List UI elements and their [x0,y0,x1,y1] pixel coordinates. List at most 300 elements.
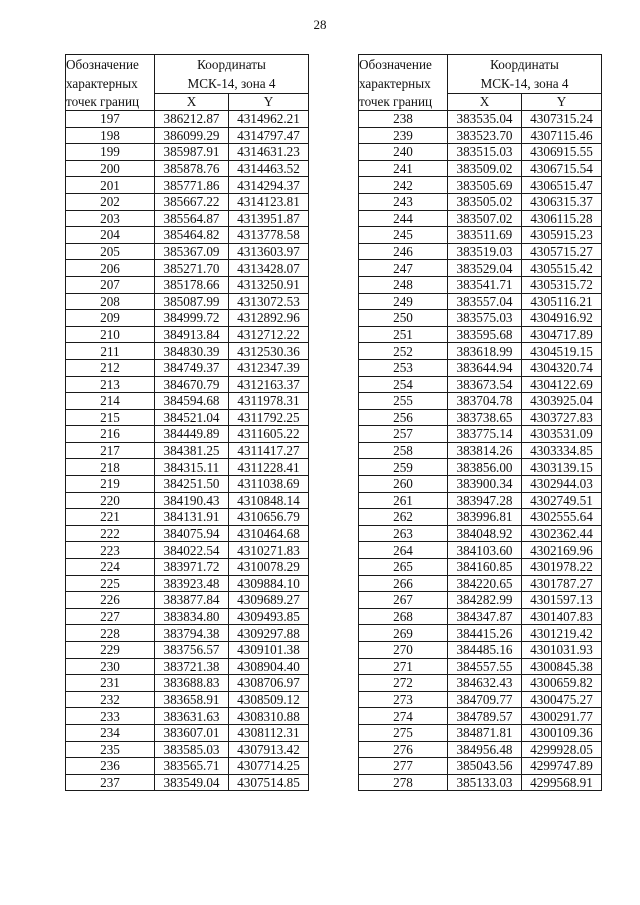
table-row [66,492,309,509]
x-coordinate: 383631.63 [155,708,229,725]
y-coordinate: 4312163.37 [229,376,309,393]
x-coordinate: 385667.22 [155,193,229,210]
table-row [66,625,309,642]
x-coordinate: 384190.43 [155,492,229,509]
x-coordinate: 384347.87 [448,608,522,625]
x-coordinate: 386099.29 [155,127,229,144]
point-number: 210 [66,326,155,343]
point-number: 245 [359,227,448,244]
table-row [66,509,309,526]
table-row [359,343,602,360]
y-coordinate: 4307514.85 [229,774,309,791]
table-row [66,426,309,443]
y-coordinate: 4304519.15 [522,343,602,360]
header-coords-line1: Координаты [197,57,266,72]
point-number: 199 [66,144,155,161]
x-coordinate: 385087.99 [155,293,229,310]
header-coordinates [155,55,309,94]
coordinates-table-right [358,54,602,791]
point-number: 275 [359,724,448,741]
y-coordinate: 4313250.91 [229,276,309,293]
point-number: 239 [359,127,448,144]
table-row [359,144,602,161]
point-number: 273 [359,691,448,708]
y-coordinate: 4311228.41 [229,459,309,476]
y-coordinate: 4299568.91 [522,774,602,791]
point-number: 267 [359,592,448,609]
point-number: 251 [359,326,448,343]
table-row [66,359,309,376]
table-row [359,326,602,343]
table-row [66,442,309,459]
table-row [359,724,602,741]
table-row [66,393,309,410]
x-coordinate: 383607.01 [155,724,229,741]
point-number: 236 [66,758,155,775]
x-coordinate: 384075.94 [155,525,229,542]
table-row [359,127,602,144]
header-x: X [448,94,522,111]
y-coordinate: 4313778.58 [229,227,309,244]
table-row [66,691,309,708]
table-row [359,359,602,376]
table-row [359,575,602,592]
point-number: 258 [359,442,448,459]
y-coordinate: 4314631.23 [229,144,309,161]
x-coordinate: 383877.84 [155,592,229,609]
table-row [66,177,309,194]
x-coordinate: 383971.72 [155,559,229,576]
y-coordinate: 4308706.97 [229,675,309,692]
point-number: 259 [359,459,448,476]
x-coordinate: 385878.76 [155,160,229,177]
x-coordinate: 383673.54 [448,376,522,393]
x-coordinate: 384131.91 [155,509,229,526]
point-number: 233 [66,708,155,725]
point-number: 269 [359,625,448,642]
point-number: 229 [66,642,155,659]
table-row [66,111,309,128]
y-coordinate: 4308310.88 [229,708,309,725]
y-coordinate: 4303139.15 [522,459,602,476]
point-number: 230 [66,658,155,675]
y-coordinate: 4299928.05 [522,741,602,758]
y-coordinate: 4308904.40 [229,658,309,675]
x-coordinate: 383834.80 [155,608,229,625]
table-row [359,658,602,675]
point-number: 215 [66,409,155,426]
x-coordinate: 383505.02 [448,193,522,210]
y-coordinate: 4300475.27 [522,691,602,708]
y-coordinate: 4303531.09 [522,426,602,443]
header-y: Y [522,94,602,111]
x-coordinate: 383595.68 [448,326,522,343]
y-coordinate: 4305715.27 [522,243,602,260]
x-coordinate: 385564.87 [155,210,229,227]
x-coordinate: 383721.38 [155,658,229,675]
x-coordinate: 383541.71 [448,276,522,293]
table-row [359,409,602,426]
y-coordinate: 4300659.82 [522,675,602,692]
table-row [66,193,309,210]
y-coordinate: 4311417.27 [229,442,309,459]
point-number: 221 [66,509,155,526]
point-number: 274 [359,708,448,725]
y-coordinate: 4310271.83 [229,542,309,559]
y-coordinate: 4307115.46 [522,127,602,144]
y-coordinate: 4301978.22 [522,559,602,576]
y-coordinate: 4306115.28 [522,210,602,227]
table-row [66,642,309,659]
point-number: 228 [66,625,155,642]
point-number: 277 [359,758,448,775]
point-number: 223 [66,542,155,559]
point-number: 226 [66,592,155,609]
x-coordinate: 384709.77 [448,691,522,708]
y-coordinate: 4306915.55 [522,144,602,161]
x-coordinate: 383947.28 [448,492,522,509]
x-coordinate: 384251.50 [155,476,229,493]
y-coordinate: 4304122.69 [522,376,602,393]
x-coordinate: 383519.03 [448,243,522,260]
x-coordinate: 383535.04 [448,111,522,128]
x-coordinate: 383523.70 [448,127,522,144]
y-coordinate: 4313951.87 [229,210,309,227]
x-coordinate: 383557.04 [448,293,522,310]
point-number: 268 [359,608,448,625]
y-coordinate: 4305515.42 [522,260,602,277]
y-coordinate: 4309297.88 [229,625,309,642]
point-number: 261 [359,492,448,509]
table-row [66,658,309,675]
y-coordinate: 4308112.31 [229,724,309,741]
point-number: 202 [66,193,155,210]
x-coordinate: 383775.14 [448,426,522,443]
x-coordinate: 386212.87 [155,111,229,128]
point-number: 253 [359,359,448,376]
header-label-line1: Обозначение [359,55,448,75]
x-coordinate: 384022.54 [155,542,229,559]
x-coordinate: 383756.57 [155,642,229,659]
x-coordinate: 383688.83 [155,675,229,692]
table-row [66,243,309,260]
y-coordinate: 4300109.36 [522,724,602,741]
y-coordinate: 4303727.83 [522,409,602,426]
point-number: 240 [359,144,448,161]
table-row [359,459,602,476]
coordinates-table-left [65,54,309,791]
x-coordinate: 383658.91 [155,691,229,708]
point-number: 255 [359,393,448,410]
header-coords-line2: МСК-14, зона 4 [187,76,276,91]
table-row [66,326,309,343]
x-coordinate: 385043.56 [448,758,522,775]
point-number: 204 [66,227,155,244]
x-coordinate: 383515.03 [448,144,522,161]
y-coordinate: 4313428.07 [229,260,309,277]
x-coordinate: 383507.02 [448,210,522,227]
table-row [66,310,309,327]
y-coordinate: 4314123.81 [229,193,309,210]
table-row [66,160,309,177]
point-number: 264 [359,542,448,559]
point-number: 238 [359,111,448,128]
point-number: 205 [66,243,155,260]
x-coordinate: 384282.99 [448,592,522,609]
header-coords-line2: МСК-14, зона 4 [480,76,569,91]
point-number: 197 [66,111,155,128]
y-coordinate: 4304916.92 [522,310,602,327]
point-number: 241 [359,160,448,177]
point-number: 256 [359,409,448,426]
table-row [359,210,602,227]
point-number: 257 [359,426,448,443]
point-number: 220 [66,492,155,509]
table-row [359,111,602,128]
header-coords-line1: Координаты [490,57,559,72]
table-row [359,177,602,194]
x-coordinate: 383738.65 [448,409,522,426]
x-coordinate: 385271.70 [155,260,229,277]
table-row [359,592,602,609]
y-coordinate: 4311038.69 [229,476,309,493]
table-row [359,310,602,327]
table-row [359,559,602,576]
y-coordinate: 4301597.13 [522,592,602,609]
y-coordinate: 4314294.37 [229,177,309,194]
x-coordinate: 385987.91 [155,144,229,161]
y-coordinate: 4313603.97 [229,243,309,260]
point-number: 213 [66,376,155,393]
point-number: 214 [66,393,155,410]
y-coordinate: 4301031.93 [522,642,602,659]
point-number: 250 [359,310,448,327]
x-coordinate: 384485.16 [448,642,522,659]
y-coordinate: 4302555.64 [522,509,602,526]
table-row [66,525,309,542]
x-coordinate: 385133.03 [448,774,522,791]
table-row [359,160,602,177]
y-coordinate: 4310078.29 [229,559,309,576]
y-coordinate: 4311605.22 [229,426,309,443]
x-coordinate: 384220.65 [448,575,522,592]
point-number: 266 [359,575,448,592]
y-coordinate: 4312347.39 [229,359,309,376]
x-coordinate: 383996.81 [448,509,522,526]
point-number: 232 [66,691,155,708]
x-coordinate: 383575.03 [448,310,522,327]
table-row [359,276,602,293]
x-coordinate: 384103.60 [448,542,522,559]
x-coordinate: 384160.85 [448,559,522,576]
table-row [359,393,602,410]
point-number: 265 [359,559,448,576]
table-row [359,442,602,459]
x-coordinate: 383618.99 [448,343,522,360]
x-coordinate: 384670.79 [155,376,229,393]
x-coordinate: 383814.26 [448,442,522,459]
y-coordinate: 4302944.03 [522,476,602,493]
table-row [66,724,309,741]
y-coordinate: 4309493.85 [229,608,309,625]
table-row [359,625,602,642]
x-coordinate: 384789.57 [448,708,522,725]
point-number: 276 [359,741,448,758]
y-coordinate: 4305116.21 [522,293,602,310]
x-coordinate: 384048.92 [448,525,522,542]
x-coordinate: 384871.81 [448,724,522,741]
table-row [359,708,602,725]
y-coordinate: 4313072.53 [229,293,309,310]
x-coordinate: 385771.86 [155,177,229,194]
table-row [66,376,309,393]
x-coordinate: 383900.34 [448,476,522,493]
point-number: 222 [66,525,155,542]
point-number: 270 [359,642,448,659]
point-number: 254 [359,376,448,393]
y-coordinate: 4304320.74 [522,359,602,376]
table-row [359,774,602,791]
point-number: 209 [66,310,155,327]
point-number: 260 [359,476,448,493]
point-number: 272 [359,675,448,692]
header-label-line2: характерных [359,74,448,93]
x-coordinate: 383549.04 [155,774,229,791]
x-coordinate: 383585.03 [155,741,229,758]
x-coordinate: 384956.48 [448,741,522,758]
point-number: 271 [359,658,448,675]
y-coordinate: 4301219.42 [522,625,602,642]
y-coordinate: 4302169.96 [522,542,602,559]
point-number: 207 [66,276,155,293]
table-row [66,127,309,144]
y-coordinate: 4304717.89 [522,326,602,343]
point-number: 231 [66,675,155,692]
x-coordinate: 383511.69 [448,227,522,244]
table-row [66,542,309,559]
point-number: 208 [66,293,155,310]
y-coordinate: 4305315.72 [522,276,602,293]
x-coordinate: 383565.71 [155,758,229,775]
point-number: 248 [359,276,448,293]
point-number: 206 [66,260,155,277]
y-coordinate: 4309884.10 [229,575,309,592]
table-row [359,642,602,659]
x-coordinate: 384999.72 [155,310,229,327]
y-coordinate: 4309689.27 [229,592,309,609]
x-coordinate: 384557.55 [448,658,522,675]
point-number: 246 [359,243,448,260]
table-row [359,509,602,526]
table-row [66,592,309,609]
point-number: 263 [359,525,448,542]
point-number: 234 [66,724,155,741]
table-row [66,575,309,592]
header-label-line1: Обозначение [66,55,155,75]
x-coordinate: 383509.02 [448,160,522,177]
x-coordinate: 383856.00 [448,459,522,476]
point-number: 218 [66,459,155,476]
point-number: 252 [359,343,448,360]
table-row [359,741,602,758]
point-number: 219 [66,476,155,493]
table-row [359,293,602,310]
x-coordinate: 384632.43 [448,675,522,692]
y-coordinate: 4307315.24 [522,111,602,128]
table-row [66,144,309,161]
table-row [66,675,309,692]
table-row [66,343,309,360]
y-coordinate: 4307913.42 [229,741,309,758]
x-coordinate: 383794.38 [155,625,229,642]
table-row [359,675,602,692]
x-coordinate: 384913.84 [155,326,229,343]
point-number: 235 [66,741,155,758]
x-coordinate: 384594.68 [155,393,229,410]
table-row [66,741,309,758]
table-row [359,243,602,260]
table-row [359,758,602,775]
table-row [66,293,309,310]
point-number: 211 [66,343,155,360]
y-coordinate: 4312530.36 [229,343,309,360]
y-coordinate: 4312892.96 [229,310,309,327]
table-row [66,459,309,476]
point-number: 242 [359,177,448,194]
y-coordinate: 4306315.37 [522,193,602,210]
point-number: 217 [66,442,155,459]
point-number: 244 [359,210,448,227]
point-number: 243 [359,193,448,210]
y-coordinate: 4310656.79 [229,509,309,526]
header-x: X [155,94,229,111]
x-coordinate: 383644.94 [448,359,522,376]
y-coordinate: 4299747.89 [522,758,602,775]
y-coordinate: 4309101.38 [229,642,309,659]
point-number: 224 [66,559,155,576]
header-y: Y [229,94,309,111]
table-row [66,210,309,227]
y-coordinate: 4307714.25 [229,758,309,775]
point-number: 212 [66,359,155,376]
point-number: 203 [66,210,155,227]
y-coordinate: 4310464.68 [229,525,309,542]
y-coordinate: 4308509.12 [229,691,309,708]
x-coordinate: 385367.09 [155,243,229,260]
table-row [66,608,309,625]
y-coordinate: 4303925.04 [522,393,602,410]
table-row [359,426,602,443]
table-row [66,774,309,791]
y-coordinate: 4314463.52 [229,160,309,177]
table-row [359,227,602,244]
y-coordinate: 4305915.23 [522,227,602,244]
table-row [66,260,309,277]
y-coordinate: 4300291.77 [522,708,602,725]
y-coordinate: 4303334.85 [522,442,602,459]
y-coordinate: 4312712.22 [229,326,309,343]
x-coordinate: 383704.78 [448,393,522,410]
x-coordinate: 383923.48 [155,575,229,592]
x-coordinate: 384449.89 [155,426,229,443]
table-row [359,193,602,210]
point-number: 262 [359,509,448,526]
page-number: 28 [313,17,327,32]
y-coordinate: 4300845.38 [522,658,602,675]
point-number: 198 [66,127,155,144]
header-coordinates [448,55,602,94]
x-coordinate: 385464.82 [155,227,229,244]
